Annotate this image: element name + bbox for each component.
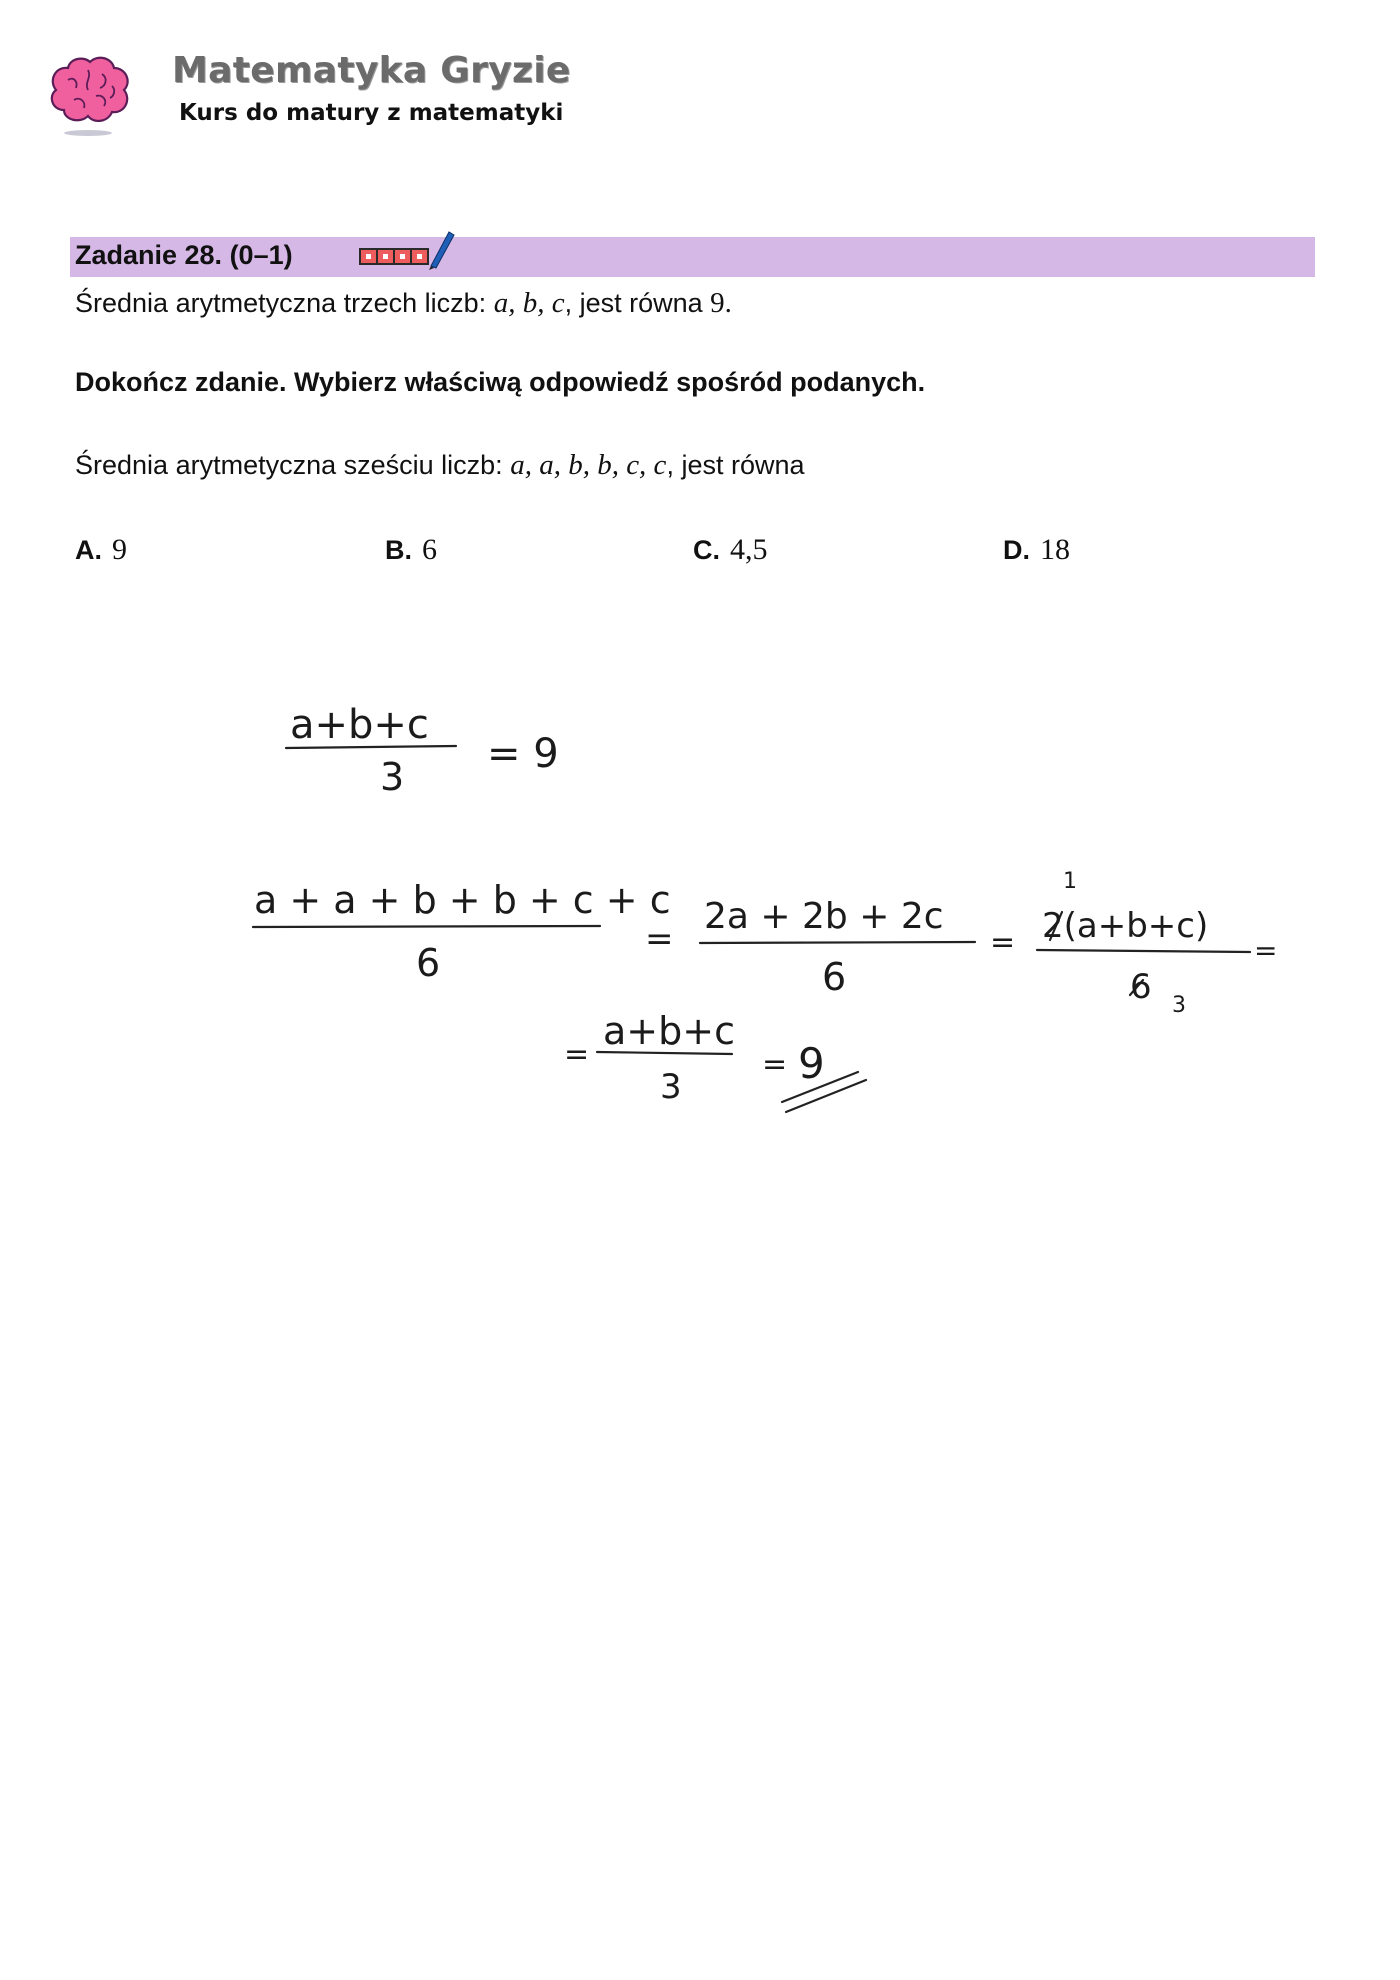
answer-value: 18 <box>1040 533 1070 566</box>
answer-value: 4,5 <box>730 533 768 566</box>
task-instruction: Dokończ zdanie. Wybierz właściwą odpowiedź spośród podanych. <box>75 367 926 397</box>
step3-lead: = <box>564 1037 590 1072</box>
question-vars: a, a, b, b, c, c <box>510 449 667 481</box>
step2-frac3-numerator: 2(a+b+c) <box>1042 906 1209 946</box>
answer-label: D. <box>1003 535 1030 565</box>
task-title: Zadanie 28. (0–1) <box>75 240 293 270</box>
step2-frac3-denominator: 6 <box>1130 967 1152 1007</box>
intro-vars: a, b, c <box>493 287 565 319</box>
intro-value: 9. <box>710 287 732 319</box>
step2-frac1-numerator: a + a + b + b + c + c <box>254 878 671 922</box>
step1-rhs: = 9 <box>487 731 559 777</box>
step2-frac2-denominator: 6 <box>822 955 847 999</box>
answer-label: C. <box>693 535 720 565</box>
step1-denominator: 3 <box>380 755 405 799</box>
intro-suffix: , jest równa <box>564 288 703 318</box>
answer-value: 9 <box>112 533 127 566</box>
answer-value: 6 <box>422 533 437 566</box>
step2-eq2: = <box>990 925 1016 960</box>
step2-eq3: = <box>1254 934 1278 967</box>
step3-rhs-eq: = <box>762 1047 788 1082</box>
step3-result: 9 <box>798 1039 825 1088</box>
step3-numerator: a+b+c <box>603 1009 735 1053</box>
step2-cancel-top: 1 <box>1063 869 1077 894</box>
question-prefix: Średnia arytmetyczna sześciu liczb: <box>75 450 503 480</box>
question-suffix: , jest równa <box>666 450 805 480</box>
step3-denominator: 3 <box>660 1067 682 1107</box>
step2-frac2-numerator: 2a + 2b + 2c <box>704 896 944 937</box>
intro-prefix: Średnia arytmetyczna trzech liczb: <box>75 288 487 318</box>
answer-label: B. <box>385 535 412 565</box>
brand-subtitle: Kurs do matury z matematyki <box>179 100 564 126</box>
brand-title: Matematyka Gryzie <box>172 50 571 91</box>
step2-cancel-bottom: 3 <box>1172 993 1186 1018</box>
answer-label: A. <box>75 535 102 565</box>
step2-frac1-denominator: 6 <box>416 941 441 985</box>
step1-numerator: a+b+c <box>290 702 429 748</box>
step2-eq1: = <box>645 919 674 959</box>
